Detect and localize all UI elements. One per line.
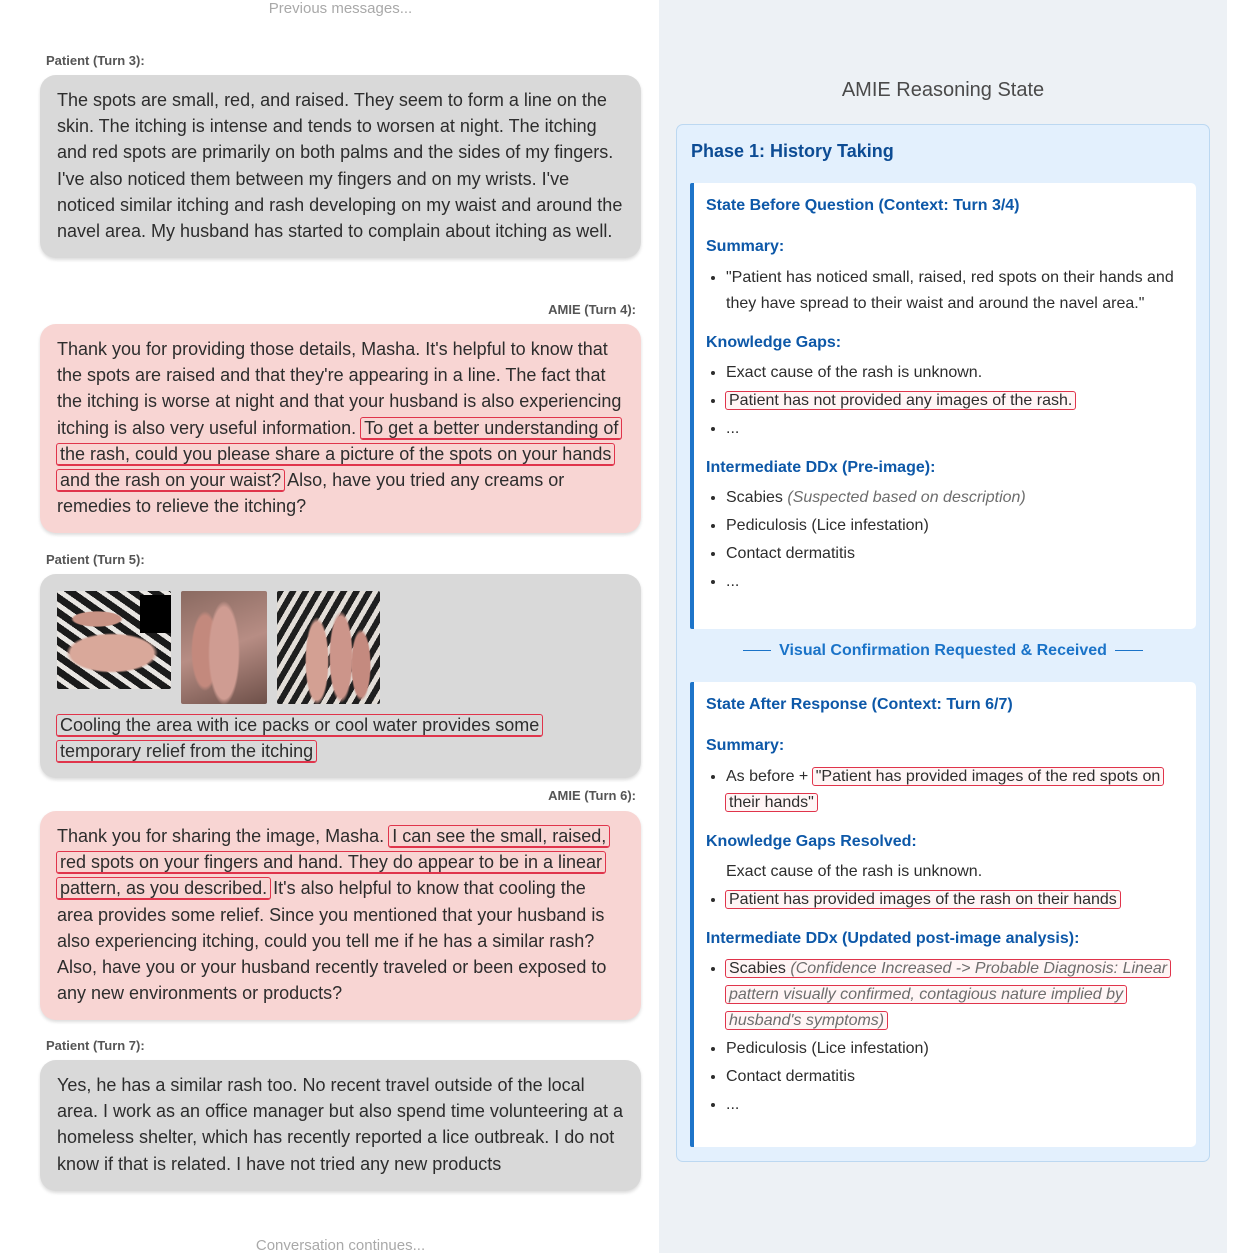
message-text: Thank you for sharing the image, Masha.: [57, 826, 385, 846]
message-bubble-turn7: [40, 1060, 641, 1191]
gap-item: • Exact cause of the rash is unknown.: [726, 360, 1182, 386]
message-text: Also, have you tried any creams or remedies to relieve the itching?: [57, 470, 565, 517]
reasoning-panel: [659, 0, 1227, 1253]
state-before-card: [690, 183, 1196, 629]
gap-item-highlighted: [726, 388, 1182, 414]
speaker-label-turn6: AMIE (Turn 6):: [548, 788, 636, 803]
summary-item: • "Patient has noticed small, raised, red spots on their hands and they have spread to their waist and around the navel area.": [726, 265, 1182, 317]
state-after-title: State After Response (Context: Turn 6/7): [706, 696, 1013, 713]
rash-photo-hand[interactable]: [57, 591, 171, 689]
message-text: It's also helpful to know that cooling the area provides some relief. Since you mentioned that your husband is also experiencing itching, could you tell me if he has a similar rash? Also, have you or your husband recently traveled or been exposed to any new environments or products?: [57, 878, 607, 1004]
image-attachments: [57, 591, 624, 704]
divider-line: [743, 650, 771, 651]
summary-list: [706, 764, 1182, 816]
knowledge-gaps-heading: Knowledge Gaps:: [706, 334, 842, 351]
knowledge-gaps-resolved-heading: Knowledge Gaps Resolved:: [706, 833, 917, 850]
divider-label: Visual Confirmation Requested & Received: [779, 642, 1107, 659]
gap-item: • ...: [726, 416, 1182, 442]
gap-item: Exact cause of the rash is unknown.: [726, 863, 983, 880]
summary-highlight: "Patient has provided images of the red spots on their hands": [726, 768, 1163, 811]
ddx-item: • Contact dermatitis: [726, 541, 1182, 567]
conversation-continues-label: Conversation continues...: [255, 1237, 426, 1254]
summary-heading: Summary:: [706, 238, 785, 255]
message-text: Yes, he has a similar rash too. No recent travel outside of the local area. I work as an office manager but also spend time volunteering at a homeless shelter, which has recently reported a lice outbreak. I do not know if that is related. I have not tried any new products: [57, 1075, 623, 1174]
redaction-box: [140, 595, 171, 633]
message-bubble-turn4: [40, 324, 641, 533]
ddx-note: (Suspected based on description): [787, 489, 1026, 506]
gap-item-highlighted: [726, 887, 1182, 913]
message-bubble-turn6: [40, 811, 641, 1020]
message-text: Thank you for providing those details, Masha. It's helpful to know that the spots are raised and that they're appearing in a line. The fact that the itching is worse at night and that your husband is also experiencing itching is also very useful information.: [57, 339, 622, 438]
phase-title: Phase 1: History Taking: [691, 141, 894, 161]
ddx-item: • ...: [726, 1092, 1182, 1118]
ddx-item-highlighted: [726, 956, 1182, 1034]
summary-prefix: As before +: [726, 768, 809, 785]
speaker-label-turn7: Patient (Turn 7):: [46, 1038, 145, 1053]
highlighted-response: Cooling the area with ice packs or cool water provides some temporary relief from the itching: [57, 715, 542, 762]
ddx-item: • Pediculosis (Lice infestation): [726, 1036, 1182, 1062]
phase-panel: [676, 124, 1210, 1162]
ddx-highlight: [726, 960, 1170, 1029]
ddx-name: Scabies: [729, 960, 786, 977]
knowledge-gaps-resolved-list: [706, 859, 1182, 913]
message-text: The spots are small, red, and raised. They seem to form a line on the skin. The itching is intense and tends to worsen at night. The itching and red spots are primarily on both palms and the sides of my fingers. I've also noticed them between my fingers and on my wrists. I've noticed similar itching and rash developing on my waist and around the navel area. My husband has started to complain about itching as well.: [57, 90, 623, 242]
ddx-list: [706, 485, 1182, 595]
divider-line: [1115, 650, 1143, 651]
gap-highlight: Patient has not provided any images of the rash.: [726, 392, 1075, 409]
summary-heading: Summary:: [706, 737, 785, 754]
reasoning-title: AMIE Reasoning State: [841, 79, 1045, 101]
ddx-updated-list: [706, 956, 1182, 1118]
previous-messages-label: Previous messages...: [268, 0, 413, 17]
state-before-title: State Before Question (Context: Turn 3/4): [706, 197, 1020, 214]
ddx-heading: Intermediate DDx (Pre-image):: [706, 459, 936, 476]
speaker-label-turn3: Patient (Turn 3):: [46, 53, 145, 68]
rash-photo-fingers-closeup[interactable]: [277, 591, 380, 704]
highlighted-request: To get a better understanding of the rash, could you please share a picture of the spots on your hands and the rash on your waist?: [57, 418, 621, 491]
speaker-label-turn5: Patient (Turn 5):: [46, 552, 145, 567]
knowledge-gaps-list: [706, 360, 1182, 442]
ddx-name: Scabies: [726, 489, 783, 506]
visual-confirmation-divider: [677, 642, 1209, 660]
summary-list: [706, 265, 1182, 317]
ddx-item: [726, 485, 1182, 511]
highlighted-observation: I can see the small, raised, red spots on your fingers and hand. They do appear to be in a linear pattern, as you described.: [57, 826, 609, 899]
state-after-card: [690, 682, 1196, 1147]
message-bubble-turn3: [40, 75, 641, 258]
message-bubble-turn5: [40, 574, 641, 778]
summary-item: [726, 764, 1182, 816]
ddx-item: • Contact dermatitis: [726, 1064, 1182, 1090]
ddx-item: • Pediculosis (Lice infestation): [726, 513, 1182, 539]
gap-highlight: Patient has provided images of the rash on their hands: [726, 891, 1120, 908]
ddx-note: (Confidence Increased -> Probable Diagnosis: Linear pattern visually confirmed, contagious nature implied by husband's symptoms): [729, 960, 1168, 1029]
rash-photo-fingers[interactable]: [181, 591, 267, 704]
ddx-item: • ...: [726, 569, 1182, 595]
speaker-label-turn4: AMIE (Turn 4):: [548, 302, 636, 317]
ddx-updated-heading: Intermediate DDx (Updated post-image analysis):: [706, 930, 1080, 947]
